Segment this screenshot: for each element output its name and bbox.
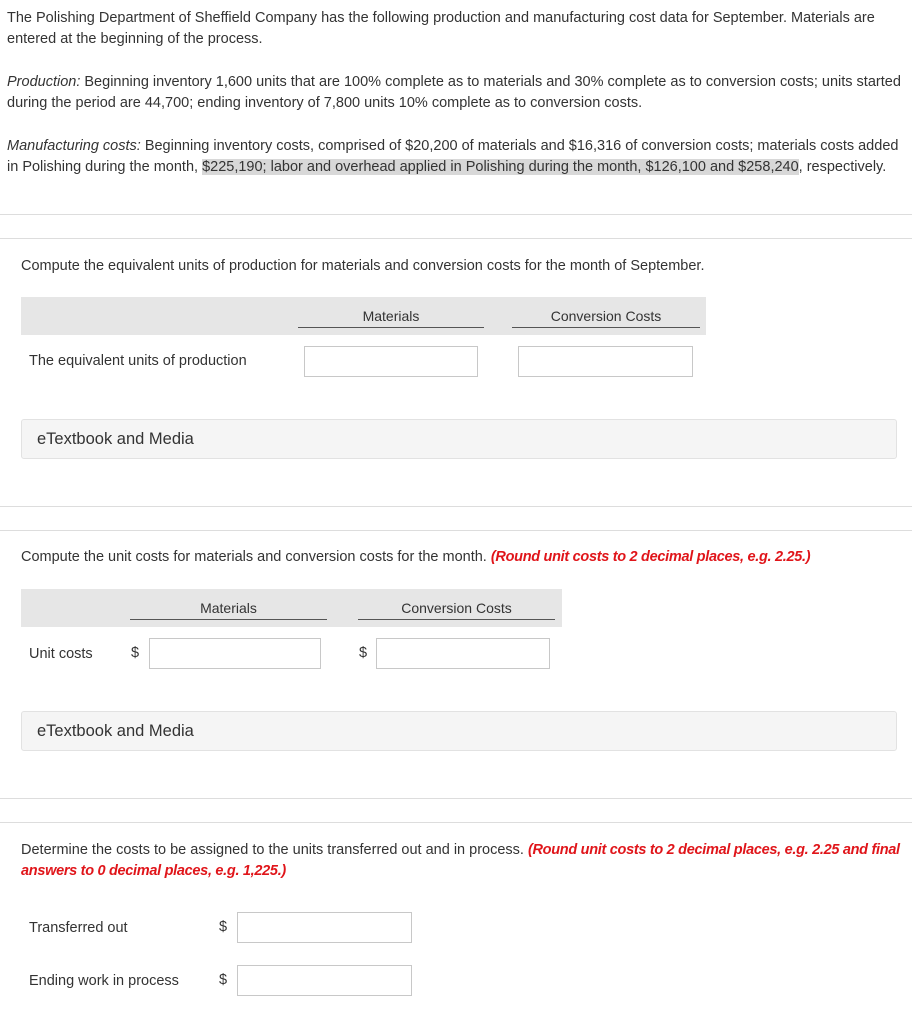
column-header-conversion-costs: Conversion Costs (358, 600, 555, 620)
production-label: Production: (7, 74, 81, 90)
dollar-sign: $ (359, 645, 368, 661)
question-3-prompt (21, 840, 901, 882)
divider (0, 506, 912, 507)
question-2-text: Compute the unit costs for materials and conversion costs for the month. (21, 549, 491, 565)
unit-cost-materials-input[interactable] (149, 638, 321, 669)
ending-work-in-process-label: Ending work in process (29, 973, 179, 989)
transferred-out-label: Transferred out (29, 920, 128, 936)
row-label: The equivalent units of production (29, 353, 247, 369)
dollar-sign: $ (131, 645, 140, 661)
row-label: Unit costs (29, 646, 93, 662)
transferred-out-input[interactable] (237, 912, 412, 943)
column-header-materials: Materials (298, 308, 484, 328)
equivalent-units-conversion-input[interactable] (518, 346, 693, 377)
column-header-materials: Materials (130, 600, 327, 620)
question-1-prompt: Compute the equivalent units of production for materials and conversion costs for the month of September. (21, 258, 705, 274)
manufacturing-costs-text-end: , respectively. (798, 159, 887, 175)
divider (0, 214, 912, 215)
unit-cost-conversion-input[interactable] (376, 638, 550, 669)
intro-paragraph: The Polishing Department of Sheffield Company has the following production and manufacturing cost data for September. Materials are entered at the beginning of the process. (7, 10, 875, 47)
divider (0, 530, 912, 531)
manufacturing-costs-paragraph (7, 136, 907, 178)
divider (0, 822, 912, 823)
dollar-sign: $ (219, 919, 228, 935)
production-text: Beginning inventory 1,600 units that are 100% complete as to materials and 30% complete as to conversion costs; units started during the period are 44,700; ending inventory of 7,800 units 10% complete as to conversion costs. (7, 74, 901, 111)
manufacturing-costs-text: Beginning inventory costs, comprised of $20,200 of materials and $16,316 of conversion costs; materials costs added in Polishing during the month, (7, 138, 899, 175)
divider (0, 798, 912, 799)
etextbook-media-link[interactable]: eTextbook and Media (21, 419, 897, 459)
equivalent-units-materials-input[interactable] (304, 346, 478, 377)
manufacturing-costs-label: Manufacturing costs: (7, 138, 141, 154)
question-2-prompt (21, 547, 901, 568)
rounding-instruction: (Round unit costs to 2 decimal places, e.g. 2.25.) (490, 549, 811, 565)
highlighted-text: $225,190; labor and overhead applied in Polishing during the month, $126,100 and $258,240 (202, 159, 799, 175)
production-paragraph (7, 72, 907, 114)
column-header-conversion-costs: Conversion Costs (512, 308, 700, 328)
ending-work-in-process-input[interactable] (237, 965, 412, 996)
question-3-text: Determine the costs to be assigned to the units transferred out and in process. (21, 842, 528, 858)
problem-statement (7, 8, 907, 200)
divider (0, 238, 912, 239)
rounding-instruction: (Round unit costs to 2 decimal places, e.g. 2.25 and final answers to 0 decimal places, e.g. 1,225.) (21, 842, 900, 879)
dollar-sign: $ (219, 972, 228, 988)
etextbook-media-link[interactable]: eTextbook and Media (21, 711, 897, 751)
